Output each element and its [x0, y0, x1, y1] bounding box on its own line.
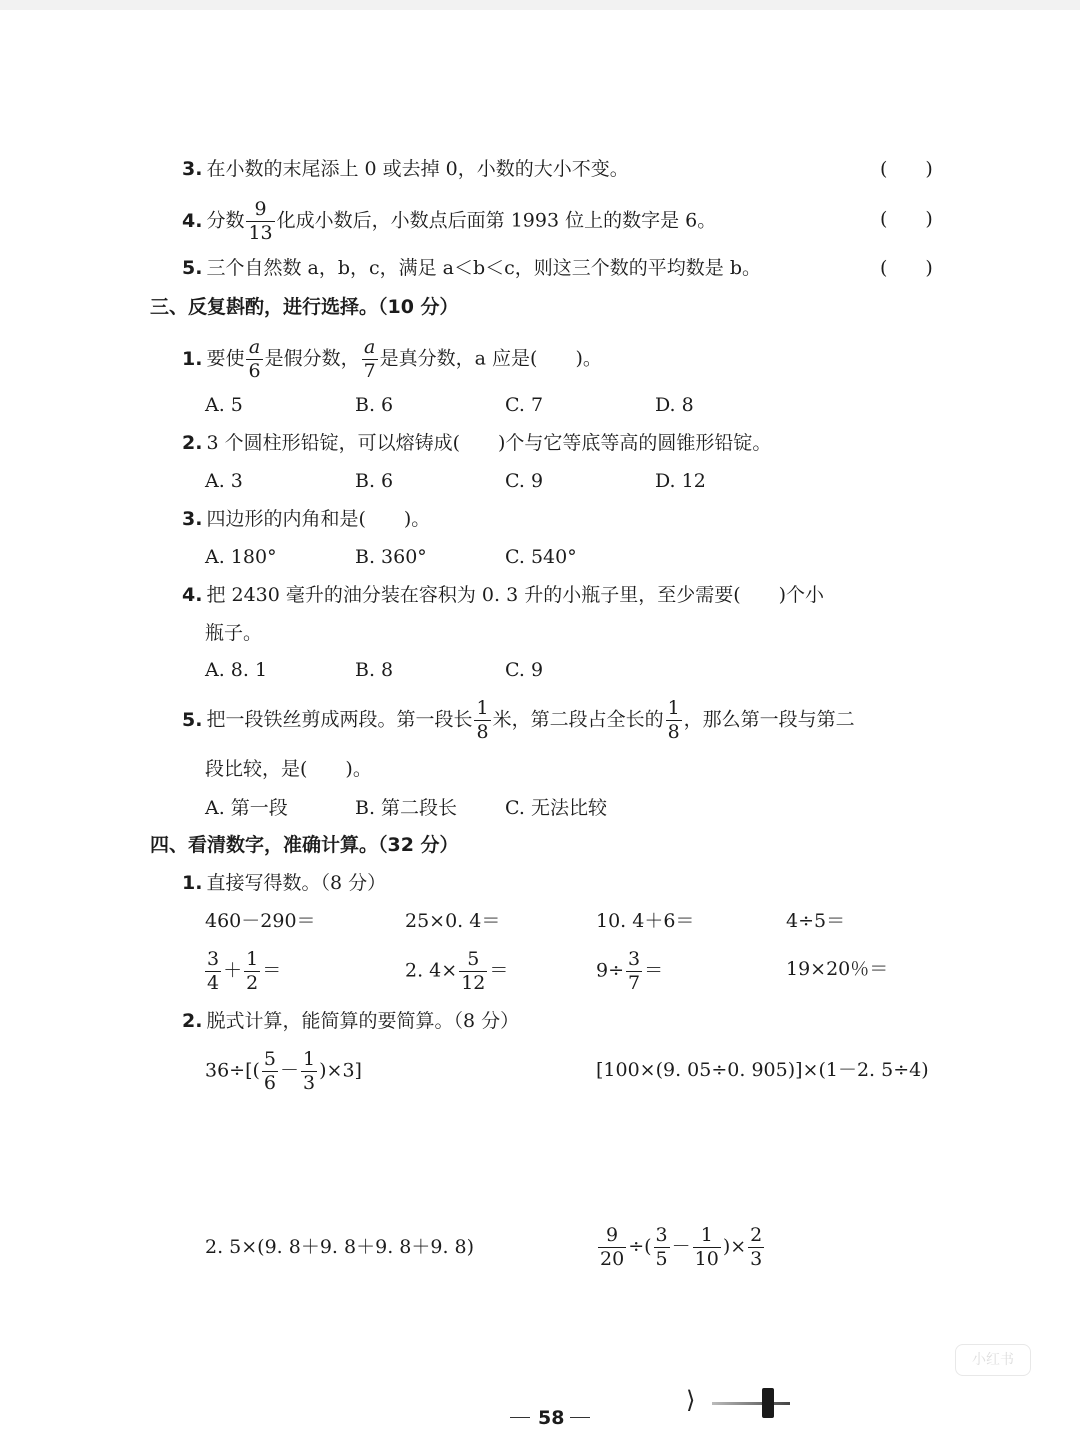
option-b[interactable]: B. 6 [355, 394, 394, 416]
expression-1 [205, 1050, 362, 1093]
denominator: 12 [461, 972, 486, 994]
fraction [246, 200, 274, 243]
fraction [474, 699, 490, 742]
scroll-indicator-icon: ⟩ [686, 1386, 696, 1414]
expression-text: )×3] [319, 1059, 362, 1082]
denominator: 20 [600, 1248, 625, 1270]
calc-item: 25×0. 4＝ [405, 910, 501, 932]
operator: ＝ [644, 959, 664, 982]
option-a[interactable]: A. 5 [205, 394, 243, 416]
denominator: 2 [246, 972, 259, 994]
calc-item [203, 950, 281, 993]
numerator: 2 [750, 1224, 763, 1246]
numerator: 9 [606, 1224, 619, 1246]
option-c[interactable]: C. 9 [505, 470, 544, 492]
section-title-calc: 四、看清数字，准确计算。（32 分） [150, 834, 459, 856]
option-c[interactable]: C. 9 [505, 659, 544, 681]
numerator: 1 [303, 1048, 316, 1070]
choice-q4-continued: 瓶子。 [205, 622, 263, 644]
numerator: 1 [246, 948, 259, 970]
fraction [598, 1226, 626, 1269]
operator: )× [722, 1235, 747, 1258]
fraction [246, 338, 262, 381]
calc-item: 4÷5＝ [786, 910, 846, 932]
judge-q5 [182, 259, 761, 278]
option-b[interactable]: B. 第二段长 [355, 797, 458, 819]
footer-dash-right [570, 1417, 590, 1418]
numerator: 3 [207, 948, 220, 970]
fraction [626, 950, 642, 993]
denominator: 7 [363, 360, 376, 382]
option-d[interactable]: D. 12 [655, 470, 706, 492]
choice-q2 [182, 434, 771, 453]
question-text: 化成小数后，小数点后面第 1993 位上的数字是 6。 [276, 209, 717, 232]
scrollbar-track[interactable] [712, 1402, 790, 1405]
question-text: 分数 [206, 209, 245, 232]
expression-3: 2. 5×(9. 8＋9. 8＋9. 8＋9. 8) [205, 1236, 475, 1258]
fraction [693, 1226, 721, 1269]
calc-item: 10. 4＋6＝ [596, 910, 695, 932]
choice-q1 [182, 338, 602, 381]
question-text: 四边形的内角和是( )。 [206, 508, 431, 530]
denominator: 8 [667, 721, 680, 743]
footer-dash-left [510, 1417, 530, 1418]
operator: － [671, 1235, 691, 1258]
operator: ＋ [223, 959, 243, 982]
expression-text: 36÷[( [205, 1059, 260, 1082]
numerator: 5 [263, 1048, 277, 1070]
fraction [459, 950, 487, 993]
question-number: 5. [182, 708, 203, 731]
numerator: 1 [700, 1224, 713, 1246]
calc-item [596, 950, 663, 993]
choice-q5 [182, 699, 855, 742]
option-c[interactable]: C. 无法比较 [505, 797, 607, 819]
question-text: 要使 [206, 347, 245, 370]
numerator: 3 [628, 948, 641, 970]
fraction [205, 950, 221, 993]
answer-paren[interactable]: ( ) [880, 208, 933, 230]
option-a[interactable]: A. 180° [205, 546, 277, 568]
question-number: 3. [182, 158, 203, 180]
choice-q3 [182, 510, 430, 529]
numerator: 9 [254, 198, 267, 220]
question-text: 直接写得数。（8 分） [206, 872, 387, 894]
judge-q4 [182, 200, 716, 243]
page-number: 58 [538, 1407, 565, 1429]
denominator: 8 [476, 721, 489, 743]
scrollbar-thumb[interactable] [762, 1388, 774, 1418]
denominator: 3 [303, 1072, 316, 1094]
fraction [666, 699, 682, 742]
question-text: ，那么第一段与第二 [683, 708, 855, 731]
option-a[interactable]: A. 3 [205, 470, 243, 492]
question-text: 是假分数， [264, 347, 360, 370]
option-b[interactable]: B. 6 [355, 470, 394, 492]
question-number: 4. [182, 584, 203, 606]
denominator: 6 [248, 360, 261, 382]
section-title-choice: 三、反复斟酌，进行选择。（10 分） [150, 296, 459, 318]
denominator: 4 [207, 972, 220, 994]
choice-q5-continued: 段比较，是( )。 [205, 758, 372, 780]
question-text: 把一段铁丝剪成两段。第一段长 [206, 708, 473, 731]
question-number: 1. [182, 347, 203, 370]
option-d[interactable]: D. 8 [655, 394, 694, 416]
answer-paren[interactable]: ( ) [880, 158, 933, 180]
option-c[interactable]: C. 540° [505, 546, 577, 568]
denominator: 10 [694, 1248, 719, 1270]
question-number: 3. [182, 508, 203, 530]
calc-part-2 [182, 1012, 519, 1031]
question-number: 2. [182, 432, 203, 454]
denominator: 7 [628, 972, 641, 994]
question-text: 在小数的末尾添上 0 或去掉 0，小数的大小不变。 [206, 158, 629, 180]
fraction [362, 338, 378, 381]
question-number: 4. [182, 209, 203, 232]
question-number: 5. [182, 257, 203, 279]
denominator: 3 [750, 1248, 763, 1270]
fraction [244, 950, 260, 993]
top-strip [0, 0, 1080, 10]
calc-item [405, 950, 508, 993]
numerator: 3 [655, 1224, 668, 1246]
fraction [301, 1050, 317, 1093]
expression-2: [100×(9. 05÷0. 905)]×(1－2. 5÷4) [596, 1059, 929, 1081]
calc-part-1 [182, 874, 386, 893]
numerator: a [363, 336, 376, 358]
denominator: 6 [263, 1072, 277, 1094]
numerator: a [248, 336, 261, 358]
question-number: 2. [182, 1010, 203, 1032]
question-text: 是真分数，a 应是( )。 [379, 347, 602, 370]
fraction [262, 1050, 278, 1093]
numerator: 1 [667, 697, 680, 719]
question-text: 3 个圆柱形铅锭，可以熔铸成( )个与它等底等高的圆锥形铅锭。 [206, 432, 772, 454]
question-text: 把 2430 毫升的油分装在容积为 0. 3 升的小瓶子里，至少需要( )个小 [206, 584, 825, 606]
fraction [654, 1226, 670, 1269]
judge-q3 [182, 160, 629, 179]
denominator: 5 [655, 1248, 668, 1270]
option-b[interactable]: B. 360° [355, 546, 427, 568]
option-a[interactable]: A. 第一段 [205, 797, 288, 819]
numerator: 1 [476, 697, 489, 719]
question-number: 1. [182, 872, 203, 894]
question-text: 米，第二段占全长的 [492, 708, 664, 731]
operator: ＝ [489, 959, 509, 982]
operator: ÷( [628, 1235, 652, 1258]
choice-q4 [182, 586, 824, 605]
operator: ＝ [262, 959, 282, 982]
fraction [748, 1226, 764, 1269]
option-b[interactable]: B. 8 [355, 659, 394, 681]
operator: － [280, 1059, 300, 1082]
expression-text: 9÷ [596, 959, 625, 982]
expression-text: 2. 4× [405, 959, 458, 982]
option-c[interactable]: C. 7 [505, 394, 544, 416]
calc-item: 19×20％＝ [786, 958, 889, 980]
calc-item: 460－290＝ [205, 910, 316, 932]
question-text: 脱式计算，能简算的要简算。（8 分） [206, 1010, 520, 1032]
option-a[interactable]: A. 8. 1 [205, 659, 268, 681]
denominator: 13 [248, 222, 273, 244]
numerator: 5 [467, 948, 480, 970]
watermark-logo: 小红书 [955, 1344, 1031, 1376]
question-text: 三个自然数 a，b，c，满足 a＜b＜c，则这三个数的平均数是 b。 [206, 257, 761, 279]
answer-paren[interactable]: ( ) [880, 257, 933, 279]
expression-4 [596, 1226, 766, 1269]
